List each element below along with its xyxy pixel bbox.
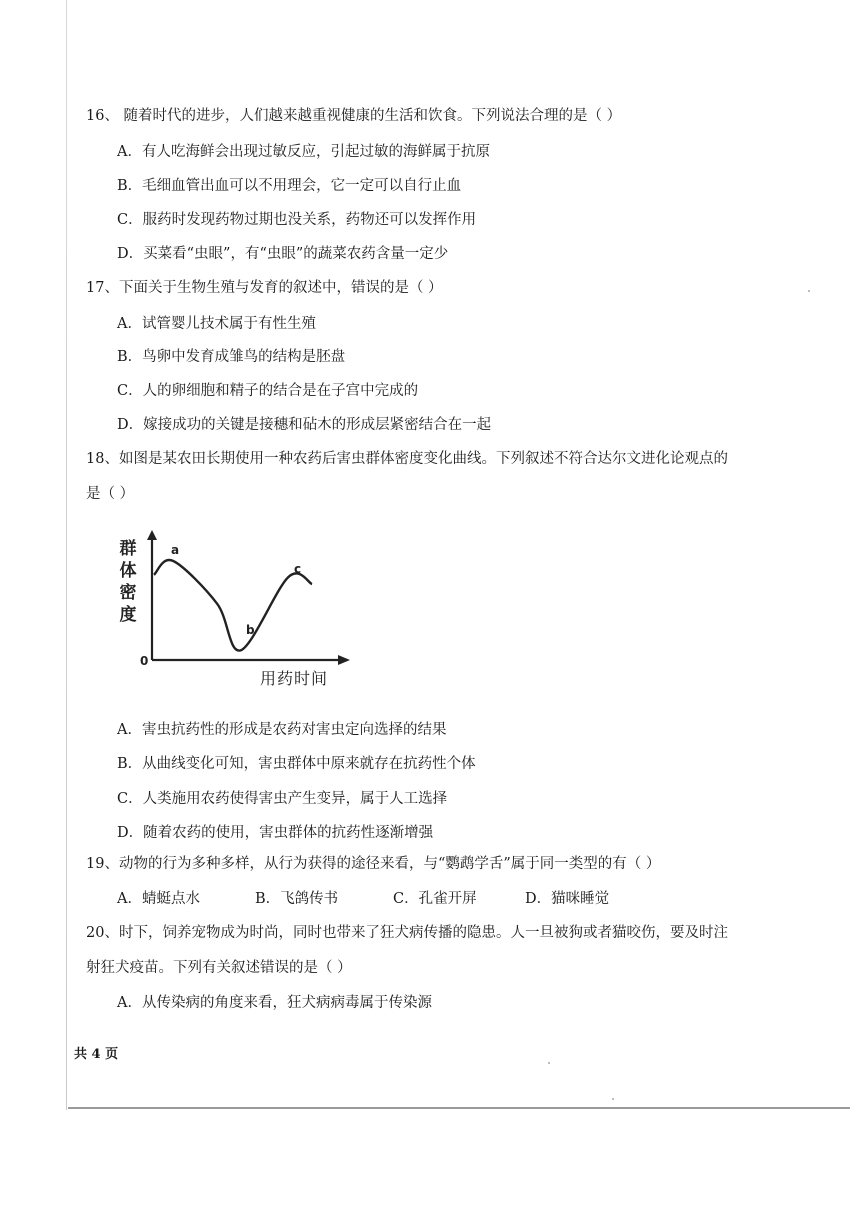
y-label-char-4: 度 — [119, 605, 137, 625]
scan-page-edge — [66, 0, 67, 1110]
density-curve — [154, 560, 312, 651]
chart-svg — [112, 528, 362, 688]
question-18-option-a: A．害虫抗药性的形成是农药对害虫定向选择的结果 — [117, 722, 447, 738]
question-16-option-d: D．买菜看“虫眼”，有“虫眼”的蔬菜农药含量一定少 — [117, 246, 449, 262]
question-16-stem: 16、 随着时代的进步，人们越来越重视健康的生活和饮食。下列说法合理的是（ ） — [86, 108, 622, 124]
question-16-option-b: B．毛细血管出血可以不用理会，它一定可以自行止血 — [117, 178, 462, 194]
question-17-stem: 17、下面关于生物生殖与发育的叙述中，错误的是（ ） — [86, 280, 443, 296]
question-19-option-a: A．蜻蜓点水 — [117, 891, 200, 907]
scan-speck — [548, 1062, 550, 1064]
question-19-option-d: D．猫咪睡觉 — [525, 891, 610, 907]
question-20-stem-line-1: 20、时下，饲养宠物成为时尚，同时也带来了狂犬病传播的隐患。人一旦被狗或者猫咬伤，要及时注 — [86, 925, 728, 941]
origin-label: 0 — [140, 654, 149, 668]
question-19-stem: 19、动物的行为多种多样，从行为获得的途径来看，与“鹦鹉学舌”属于同一类型的有（ ） — [86, 856, 661, 872]
question-16-option-a: A．有人吃海鲜会出现过敏反应，引起过敏的海鲜属于抗原 — [117, 144, 490, 160]
y-label-char-1: 群 — [119, 539, 137, 559]
question-20-option-a: A．从传染病的角度来看，狂犬病病毒属于传染源 — [117, 995, 432, 1011]
page-count-footer: 共 4 页 — [74, 1047, 119, 1062]
y-label-char-3: 密 — [119, 583, 137, 603]
question-17-option-a: A．试管婴儿技术属于有性生殖 — [117, 316, 316, 332]
y-axis-arrow — [147, 530, 157, 540]
page-bottom-rule — [68, 1107, 850, 1109]
question-18-option-d: D．随着农药的使用，害虫群体的抗药性逐渐增强 — [117, 825, 434, 841]
y-label-char-2: 体 — [119, 561, 137, 581]
question-17-option-d: D．嫁接成功的关键是接穗和砧木的形成层紧密结合在一起 — [117, 417, 492, 433]
question-19-option-b: B．飞鸽传书 — [255, 891, 339, 907]
question-20-stem-line-2: 射狂犬疫苗。下列有关叙述错误的是（ ） — [86, 960, 352, 976]
point-label-c: c — [294, 562, 302, 576]
question-19-option-c: C．孔雀开屏 — [393, 891, 477, 907]
question-16-option-c: C．服药时发现药物过期也没关系，药物还可以发挥作用 — [117, 212, 477, 228]
question-18-option-b: B．从曲线变化可知，害虫群体中原来就存在抗药性个体 — [117, 756, 476, 772]
question-18-stem-line-2: 是（ ） — [86, 486, 135, 502]
scan-speck — [612, 1098, 614, 1100]
question-17-option-c: C．人的卵细胞和精子的结合是在子宫中完成的 — [117, 383, 419, 399]
point-label-a: a — [171, 543, 180, 557]
scan-speck — [808, 290, 810, 292]
x-axis-arrow — [338, 655, 350, 665]
population-density-chart — [112, 528, 362, 688]
question-17-option-b: B．鸟卵中发育成雏鸟的结构是胚盘 — [117, 349, 346, 365]
question-19-options — [117, 889, 617, 909]
x-axis-label: 用药时间 — [260, 669, 329, 688]
question-18-option-c: C．人类施用农药使得害虫产生变异，属于人工选择 — [117, 791, 448, 807]
question-18-stem-line-1: 18、如图是某农田长期使用一种农药后害虫群体密度变化曲线。下列叙述不符合达尔文进化论观点的 — [86, 451, 728, 467]
point-label-b: b — [246, 623, 255, 637]
